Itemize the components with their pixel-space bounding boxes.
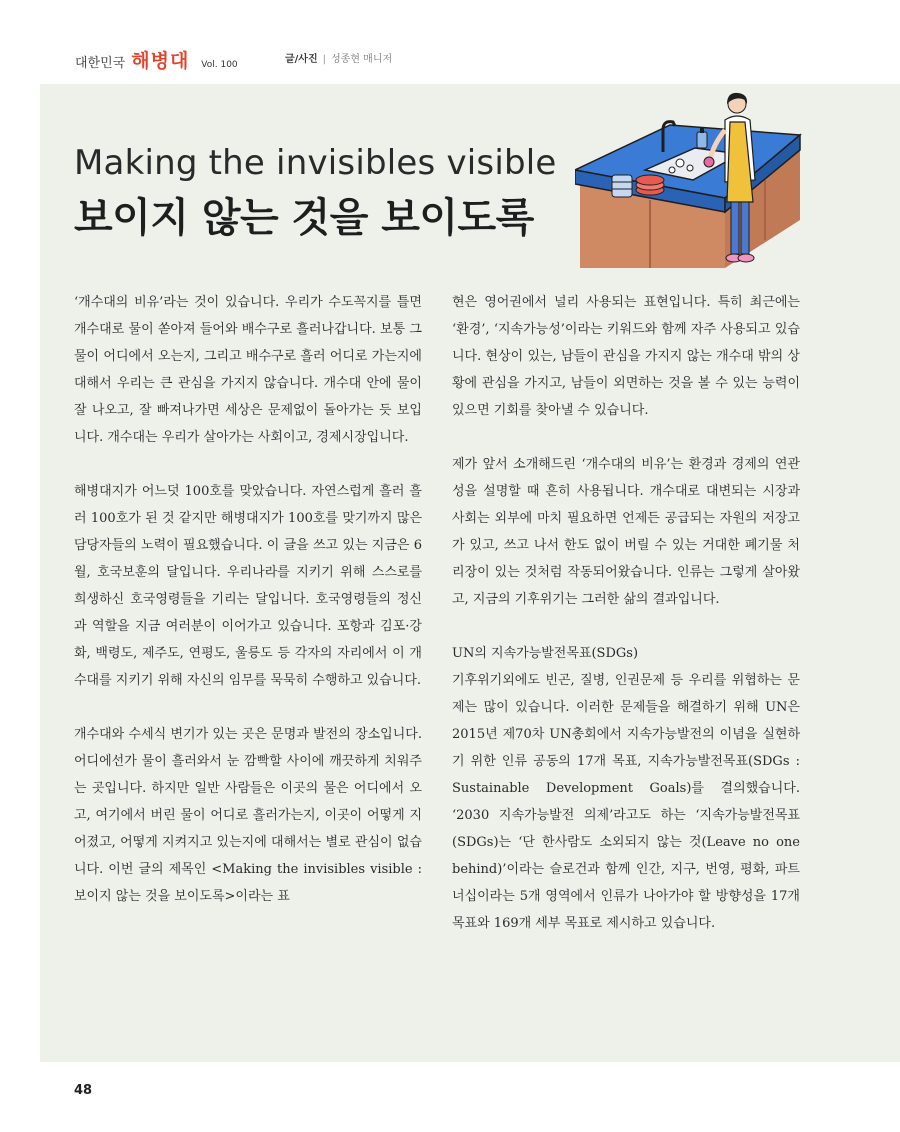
page-header <box>75 46 393 72</box>
article-column-right <box>452 289 800 937</box>
credit-line <box>285 50 392 65</box>
paragraph: ‘개수대의 비유’라는 것이 있습니다. 우리가 수도꼭지를 틀면 개수대로 물이 쏟아져 들어와 배수구로 흘러나갑니다. 보통 그 물이 어디에서 오는지, 그리고 배수구로 흘러 어디로 가는지에 대해서 우리는 큰 관심을 가지지 않습니다. 개수대 안에 물이 잘 나오고, 잘 빠져나가면 세상은 문제없이 돌아가는 듯 보입니다. 개수대는 우리가 살아가는 사회이고, 경제시장입니다. <box>74 295 422 445</box>
section-subheading: UN의 지속가능발전목표(SDGs) <box>452 646 639 661</box>
title-english: Making the invisibles visible <box>74 143 557 183</box>
magazine-title: 해병대 <box>131 50 190 72</box>
credit-separator: | <box>322 54 327 65</box>
author-name: 성종현 매니저 <box>331 54 393 65</box>
title-korean: 보이지 않는 것을 보이도록 <box>74 195 534 241</box>
volume-label: Vol. 100 <box>201 60 238 70</box>
paragraph: 제가 앞서 소개해드린 ‘개수대의 비유’는 환경과 경제의 연관성을 설명할 때 흔히 사용됩니다. 개수대로 대변되는 시장과 사회는 외부에 마치 필요하면 언제든 공급되는 자원의 저장고가 있고, 쓰고 나서 한도 없이 버릴 수 있는 거대한 폐기물 처리장이 있는 것처럼 작동되어왔습니다. 인류는 그렇게 살아왔고, 지금의 기후위기는 그러한 삶의 결과입니다. <box>452 457 800 607</box>
dishwashing-illustration <box>575 90 805 270</box>
header-country: 대한민국 <box>75 56 126 71</box>
paragraph: 개수대와 수세식 변기가 있는 곳은 문명과 발전의 장소입니다. 어디에선가 물이 흘러와서 눈 깜빡할 사이에 깨끗하게 치워주는 곳입니다. 하지만 일반 사람들은 이곳의 물은 어디에서 오고, 여기에서 버린 물이 어디로 흘러가는지, 이곳이 어떻게 지어졌고, 어떻게 지켜지고 있는지에 대해서는 별로 관심이 없습니다. 이번 글의 제목인 <Making the invisibles visible : 보이지 않는 것을 보이도록>이라는 표 <box>74 727 422 904</box>
credit-label: 글/사진 <box>285 54 318 65</box>
paragraph: 현은 영어권에서 널리 사용되는 표현입니다. 특히 최근에는 ‘환경’, ‘지속가능성’이라는 키워드와 함께 자주 사용되고 있습니다. 현상이 있는, 남들이 관심을 가지지 않는 개수대 밖의 상황에 관심을 가지고, 남들이 외면하는 것을 볼 수 있는 능력이 있으면 기회를 찾아낼 수 있습니다. <box>452 295 800 418</box>
article-column-left <box>74 289 422 910</box>
page-number: 48 <box>74 1083 93 1098</box>
paragraph: 기후위기외에도 빈곤, 질병, 인권문제 등 우리를 위협하는 문제는 많이 있습니다. 이러한 문제들을 해결하기 위해 UN은 2015년 제70차 UN총회에서 지속가능발전의 이념을 실현하기 위한 인류 공동의 17개 목표, 지속가능발전목표(SDGs : Sustainable Development Goals)를 결의했습니다. ‘2030 지속가능발전 의제’라고도 하는 ‘지속가능발전목표(SDGs)는 ‘단 한사람도 소외되지 않는 것(Leave no one behind)’이라는 슬로건과 함께 인간, 지구, 번영, 평화, 파트너십이라는 5개 영역에서 인류가 나아가야 할 방향성을 17개 목표와 169개 세부 목표로 제시하고 있습니다. <box>452 673 800 931</box>
paragraph: 해병대지가 어느덧 100호를 맞았습니다. 자연스럽게 흘러 흘러 100호가 된 것 같지만 해병대지가 100호를 맞기까지 많은 담당자들의 노력이 필요했습니다. 이 글을 쓰고 있는 지금은 6월, 호국보훈의 달입니다. 우리나라를 지키기 위해 스스로를 희생하신 호국영령들을 기리는 달입니다. 호국영령들의 정신과 역할을 지금 여러분이 이어가고 있습니다. 포항과 김포·강화, 백령도, 제주도, 연평도, 울릉도 등 각자의 자리에서 이 개수대를 지키기 위해 자신의 임무를 묵묵히 수행하고 있습니다. <box>74 484 422 688</box>
